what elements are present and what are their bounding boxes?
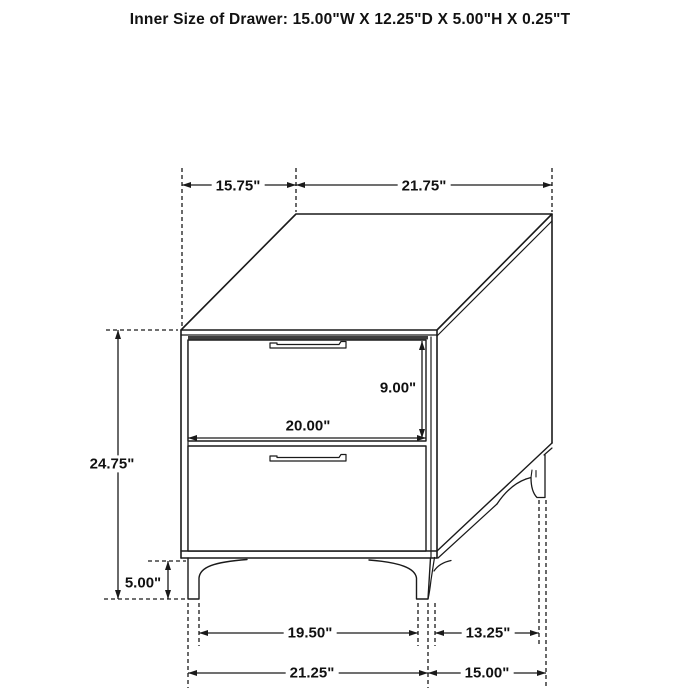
back-right-leg-tenon — [531, 470, 536, 478]
dim-front-leg-inner-span-label: 19.50" — [284, 624, 337, 641]
dim-top-width-label: 21.75" — [398, 177, 451, 194]
back-right-leg — [497, 455, 545, 504]
drawer-2-front — [188, 446, 426, 551]
dim-drawer-height-label: 9.00" — [376, 379, 420, 396]
top-panel — [181, 214, 552, 339]
drawer-2 — [188, 446, 426, 551]
front-right-leg-side-bracket — [434, 561, 451, 572]
front-right-leg-outline — [369, 558, 431, 599]
front-left-leg — [188, 558, 247, 599]
nightstand — [181, 214, 552, 599]
dim-side-depth-label: 15.00" — [461, 664, 514, 681]
dim-top-depth-label: 15.75" — [212, 177, 265, 194]
dim-drawer-width-label: 20.00" — [282, 417, 335, 434]
side-bottom-lower-a — [438, 504, 497, 558]
dim-overall-height-label: 24.75" — [86, 455, 139, 472]
dim-side-leg-span-label: 13.25" — [462, 624, 515, 641]
side-bottom-upper — [437, 443, 552, 551]
dim-front-leg-outer-span-label: 21.25" — [286, 664, 339, 681]
dim-leg-height-label: 5.00" — [121, 574, 165, 591]
dim-line-leg-height — [165, 561, 171, 599]
top-shadow-strip — [188, 336, 428, 339]
top-surface — [181, 214, 552, 330]
drawing-title: Inner Size of Drawer: 15.00"W X 12.25"D X 5.00"H X 0.25"T — [129, 11, 571, 28]
front-left-leg-outline — [188, 558, 247, 599]
front-right-leg — [369, 558, 451, 600]
